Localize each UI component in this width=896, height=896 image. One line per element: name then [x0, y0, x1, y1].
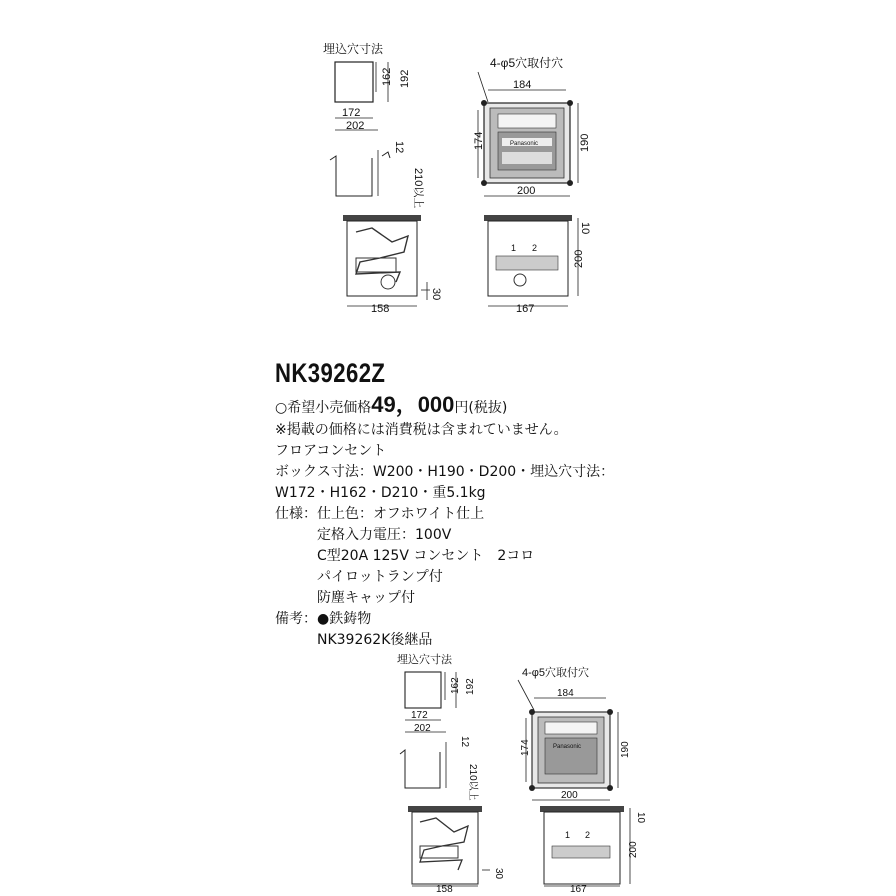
svg-text:200: 200 — [628, 841, 639, 858]
svg-text:210以上: 210以上 — [412, 168, 424, 209]
svg-text:10: 10 — [579, 222, 591, 235]
price-prefix: ○希望小売価格 — [275, 400, 372, 416]
price-value: 49，000 — [371, 392, 455, 417]
spec-line: 防塵キャップ付 — [275, 590, 415, 606]
svg-text:162: 162 — [381, 67, 393, 86]
spec-line: NK39262K後継品 — [275, 632, 433, 648]
svg-text:184: 184 — [557, 688, 574, 699]
embed-hole-label: 埋込穴寸法 — [323, 42, 384, 56]
mounting-hole-label: 4-φ5穴取付穴 — [490, 56, 564, 70]
svg-text:200: 200 — [573, 249, 585, 268]
svg-text:Panasonic: Panasonic — [553, 744, 582, 750]
spec-line: C型20A 125V コンセント 2コロ — [275, 548, 535, 564]
svg-text:1: 1 — [511, 243, 517, 253]
svg-text:190: 190 — [579, 133, 591, 152]
svg-text:202: 202 — [414, 723, 431, 734]
svg-text:200: 200 — [517, 185, 536, 197]
spec-line: ※掲載の価格には消費税は含まれていません。 — [275, 422, 568, 438]
svg-text:190: 190 — [620, 741, 631, 758]
svg-text:158: 158 — [371, 303, 390, 315]
spec-line: フロアコンセント — [275, 443, 387, 459]
svg-text:174: 174 — [520, 739, 531, 756]
spec-line: 仕様：仕上色：オフホワイト仕上 — [275, 506, 485, 522]
spec-line: 定格入力電圧：100V — [275, 527, 452, 543]
svg-text:2: 2 — [532, 243, 538, 253]
model-number: NK39262Z — [275, 358, 386, 388]
svg-text:192: 192 — [465, 678, 476, 695]
svg-text:192: 192 — [399, 69, 411, 88]
svg-text:174: 174 — [473, 131, 485, 150]
svg-text:200: 200 — [561, 790, 578, 801]
spec-line: ボックス寸法：W200・H190・D200・埋込穴寸法： — [275, 464, 615, 480]
spec-line: 備考：●鉄鋳物 — [275, 611, 372, 627]
price-suffix: 円(税抜) — [454, 400, 508, 416]
svg-text:30: 30 — [430, 288, 442, 301]
svg-text:172: 172 — [342, 107, 361, 119]
svg-text:162: 162 — [450, 677, 461, 694]
svg-text:2: 2 — [585, 830, 591, 840]
svg-text:Panasonic: Panasonic — [510, 141, 539, 147]
svg-text:184: 184 — [513, 79, 532, 91]
spec-line: パイロットランプ付 — [275, 569, 443, 585]
svg-text:167: 167 — [516, 303, 535, 315]
svg-text:1: 1 — [565, 830, 571, 840]
svg-text:埋込穴寸法: 埋込穴寸法 — [397, 654, 452, 666]
svg-text:4-φ5穴取付穴: 4-φ5穴取付穴 — [522, 667, 590, 679]
svg-text:30: 30 — [493, 868, 504, 880]
svg-text:158: 158 — [436, 884, 453, 895]
svg-text:202: 202 — [346, 120, 365, 132]
svg-text:10: 10 — [635, 812, 646, 824]
svg-text:210以上: 210以上 — [467, 764, 478, 801]
svg-text:167: 167 — [570, 884, 587, 895]
spec-line: W172・H162・D210・重5.1kg — [275, 485, 486, 501]
svg-text:12: 12 — [459, 736, 470, 748]
svg-text:12: 12 — [393, 141, 405, 154]
svg-text:172: 172 — [411, 710, 428, 721]
